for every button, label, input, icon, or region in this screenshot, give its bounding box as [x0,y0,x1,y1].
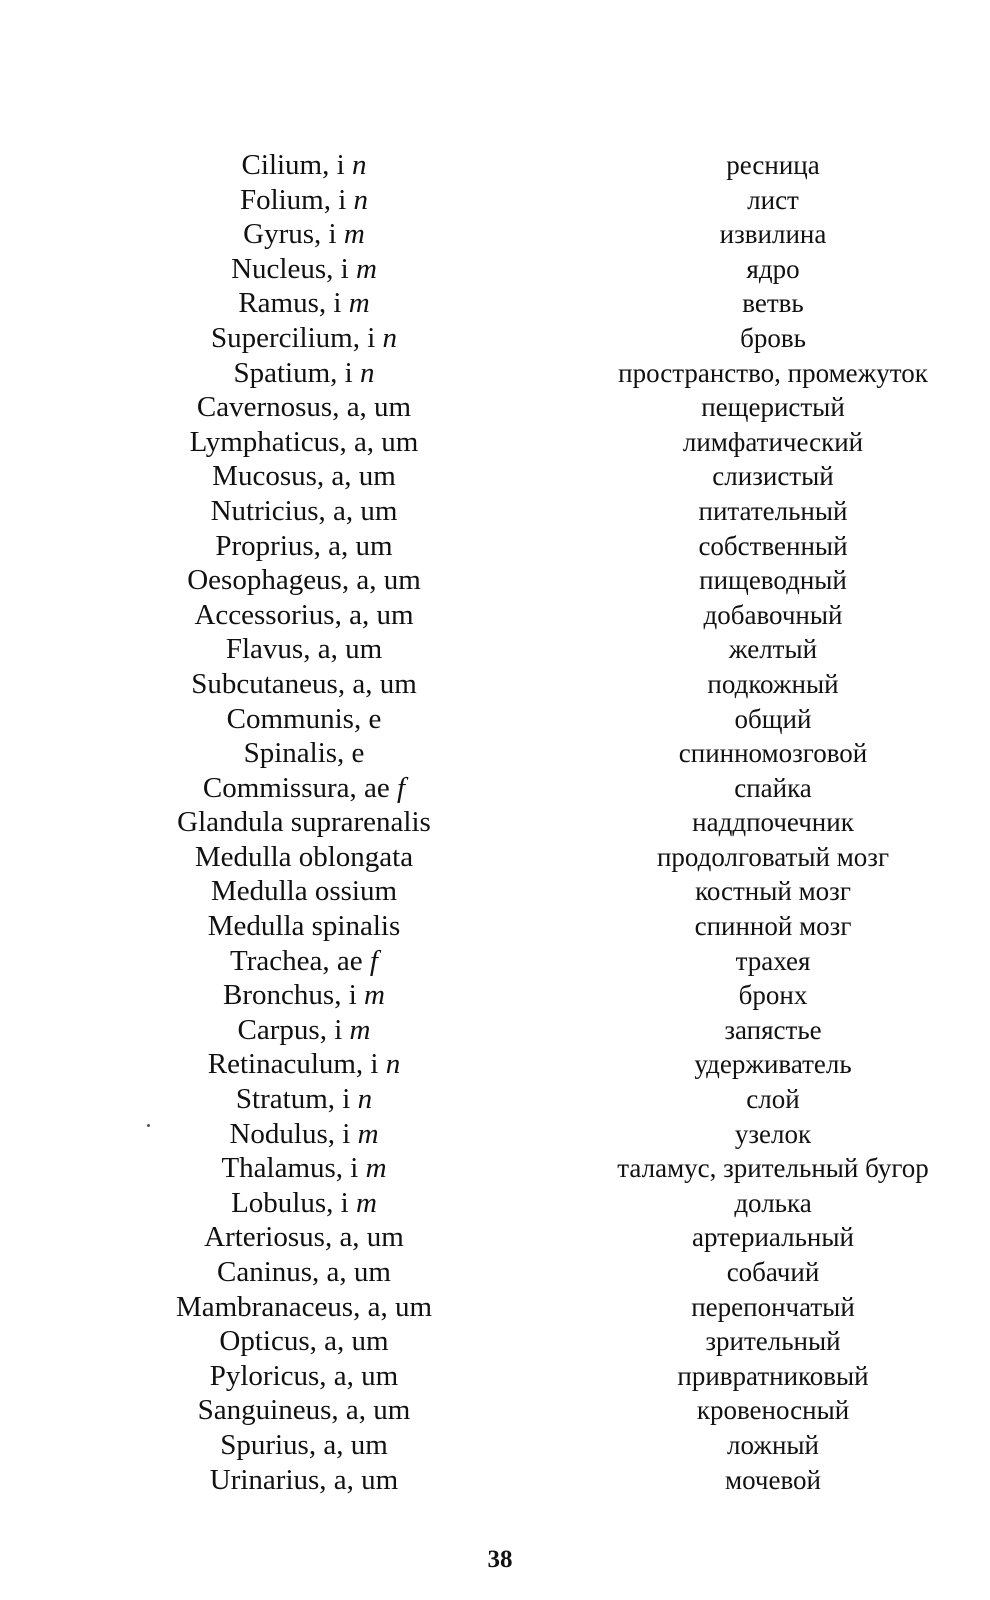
russian-translation: артериальный [692,1222,854,1253]
russian-translation: узелок [734,1118,812,1149]
russian-translation: перепончатый [691,1291,855,1322]
russian-translation: спинномозговой [678,738,868,769]
russian-translation: добавочный [703,599,843,630]
russian-translation: пищеводный [699,565,847,596]
latin-term-text: Mambranaceus, a, um [175,1290,433,1323]
latin-term-text: Proprius, a, um [215,529,393,562]
latin-term [150,944,458,979]
latin-term-text: Folium, i [239,183,354,216]
latin-term [150,1047,458,1082]
latin-term-text: Nutricius, a, um [210,494,398,527]
russian-translation: слой [746,1084,800,1115]
latin-term [150,1151,458,1186]
russian-translation: ресница [726,150,820,180]
latin-term-text: Carpus, i [237,1013,350,1046]
russian-translations-column [578,148,968,1497]
latin-term [150,1324,458,1359]
gender-marker: n [353,183,369,216]
latin-term-text: Flavus, a, um [225,633,383,666]
russian-translation: удерживатель [694,1049,852,1080]
latin-term-text: Arteriosus, a, um [204,1221,404,1254]
russian-translation: таламус, зрительный бугор [617,1153,929,1184]
latin-term [150,1082,458,1117]
latin-term [150,736,458,771]
latin-term-text: Medulla spinalis [207,910,401,943]
latin-term-text: Supercilium, i [210,321,383,354]
russian-translation: подкожный [707,668,839,699]
russian-translation: спайка [734,772,812,803]
latin-term [150,1013,458,1048]
latin-terms-column [150,148,458,1497]
latin-term-text: Cilium, i [241,149,352,181]
latin-term-text: Cavernosus, a, um [196,391,412,424]
latin-term [150,1186,458,1221]
gender-marker: n [357,1083,373,1116]
russian-translation: кровеносный [696,1395,850,1426]
russian-translation: лист [747,184,799,215]
latin-term-text: Nodulus, i [229,1117,358,1150]
gender-marker: m [343,218,365,251]
russian-translation: долька [734,1187,812,1218]
russian-translation: питательный [698,495,848,526]
latin-term-text: Communis, e [226,702,382,735]
gender-marker: m [357,1117,379,1150]
latin-term [150,286,458,321]
russian-translation: наддпочечник [692,807,854,838]
latin-term-text: Subcutaneus, a, um [191,667,417,700]
latin-term-text: Spatium, i [233,356,360,389]
latin-term [150,1359,458,1394]
latin-term-text: Nucleus, i [231,252,356,285]
russian-translation: запястье [724,1014,822,1045]
gender-marker: f [369,944,378,977]
russian-translation: ядро [746,253,800,284]
latin-term-text: Mucosus, a, um [212,460,396,493]
latin-term [150,771,458,806]
gender-marker: n [351,149,367,181]
latin-term-text: Sanguineus, a, um [197,1394,411,1427]
latin-term [150,529,458,564]
russian-translation: трахея [735,945,811,976]
latin-term-text: Retinaculum, i [207,1048,386,1081]
latin-term-text: Commissura, ae [202,771,398,804]
russian-translation: спинной мозг [694,911,852,942]
latin-term-text: Spurius, a, um [220,1428,388,1461]
latin-term-text: Bronchus, i [223,979,364,1012]
latin-term [150,1220,458,1255]
latin-term [150,632,458,667]
russian-translation: извилина [719,219,827,250]
latin-term [150,183,458,218]
russian-translation: ветвь [742,288,804,319]
gender-marker: n [382,321,398,354]
russian-translation: мочевой [725,1464,821,1495]
russian-translation: желтый [728,634,818,665]
page-number: 38 [487,1546,513,1573]
latin-term-text: Trachea, ae [230,944,370,977]
latin-term-text: Medulla ossium [210,875,398,908]
latin-term [150,874,458,909]
russian-translation: бровь [740,322,806,353]
latin-term [150,252,458,287]
latin-term [150,390,458,425]
gender-marker: n [385,1048,401,1081]
latin-term [150,425,458,460]
gender-marker: m [355,252,377,285]
russian-translation: костный мозг [695,876,851,907]
gender-marker: f [397,771,406,804]
latin-term-text: Accessorius, a, um [194,598,414,631]
latin-term [150,702,458,737]
latin-term-text: Opticus, a, um [219,1325,389,1358]
latin-term [150,1463,458,1498]
latin-term-text: Caninus, a, um [217,1256,391,1288]
latin-term [150,494,458,529]
gender-marker: m [364,979,385,1012]
latin-term-text: Medulla oblongata [194,840,414,873]
scan-speck [147,1124,150,1127]
russian-translation: бронх [738,980,808,1011]
latin-term [150,356,458,391]
latin-term [150,805,458,840]
latin-term [150,321,458,356]
latin-term-text: Oesophageus, a, um [187,564,421,597]
latin-term [150,667,458,702]
russian-translation: слизистый [712,461,834,492]
russian-translation: собственный [698,530,848,561]
latin-term [150,217,458,252]
latin-term [150,909,458,944]
latin-term [150,148,458,183]
latin-term [150,1117,458,1152]
russian-translation: продолговатый мозг [656,841,890,872]
russian-translation: собачий [726,1257,820,1287]
latin-term [150,1255,458,1290]
latin-term-text: Glandula suprarenalis [177,806,431,839]
latin-term [150,1428,458,1463]
russian-translation: зрительный [705,1326,841,1357]
latin-term [150,598,458,633]
russian-translation: привратниковый [677,1360,869,1391]
gender-marker: n [359,356,375,389]
gender-marker: m [355,1186,377,1219]
gender-marker: m [365,1152,387,1185]
latin-term-text: Spinalis, e [243,737,365,770]
russian-translation: ложный [727,1429,819,1460]
latin-term-text: Stratum, i [235,1083,358,1116]
gender-marker: m [349,1013,371,1046]
russian-translation: пространство, промежуток [618,357,928,388]
latin-term [150,840,458,875]
latin-term [150,459,458,494]
latin-term-text: Gyrus, i [243,218,344,251]
latin-term [150,563,458,598]
latin-term-text: Ramus, i [238,287,349,320]
russian-translation: лимфатический [682,426,864,457]
latin-term-text: Lymphaticus, a, um [189,425,419,458]
latin-term-text: Urinarius, a, um [209,1463,399,1496]
latin-term [150,978,458,1013]
gender-marker: m [348,287,370,320]
latin-term-text: Lobulus, i [231,1186,356,1219]
latin-term [150,1290,458,1325]
russian-translation: пещеристый [701,392,845,423]
latin-term-text: Thalamus, i [221,1152,366,1185]
russian-translation: общий [734,703,812,734]
latin-term-text: Pyloricus, a, um [209,1359,399,1392]
latin-term [150,1393,458,1428]
